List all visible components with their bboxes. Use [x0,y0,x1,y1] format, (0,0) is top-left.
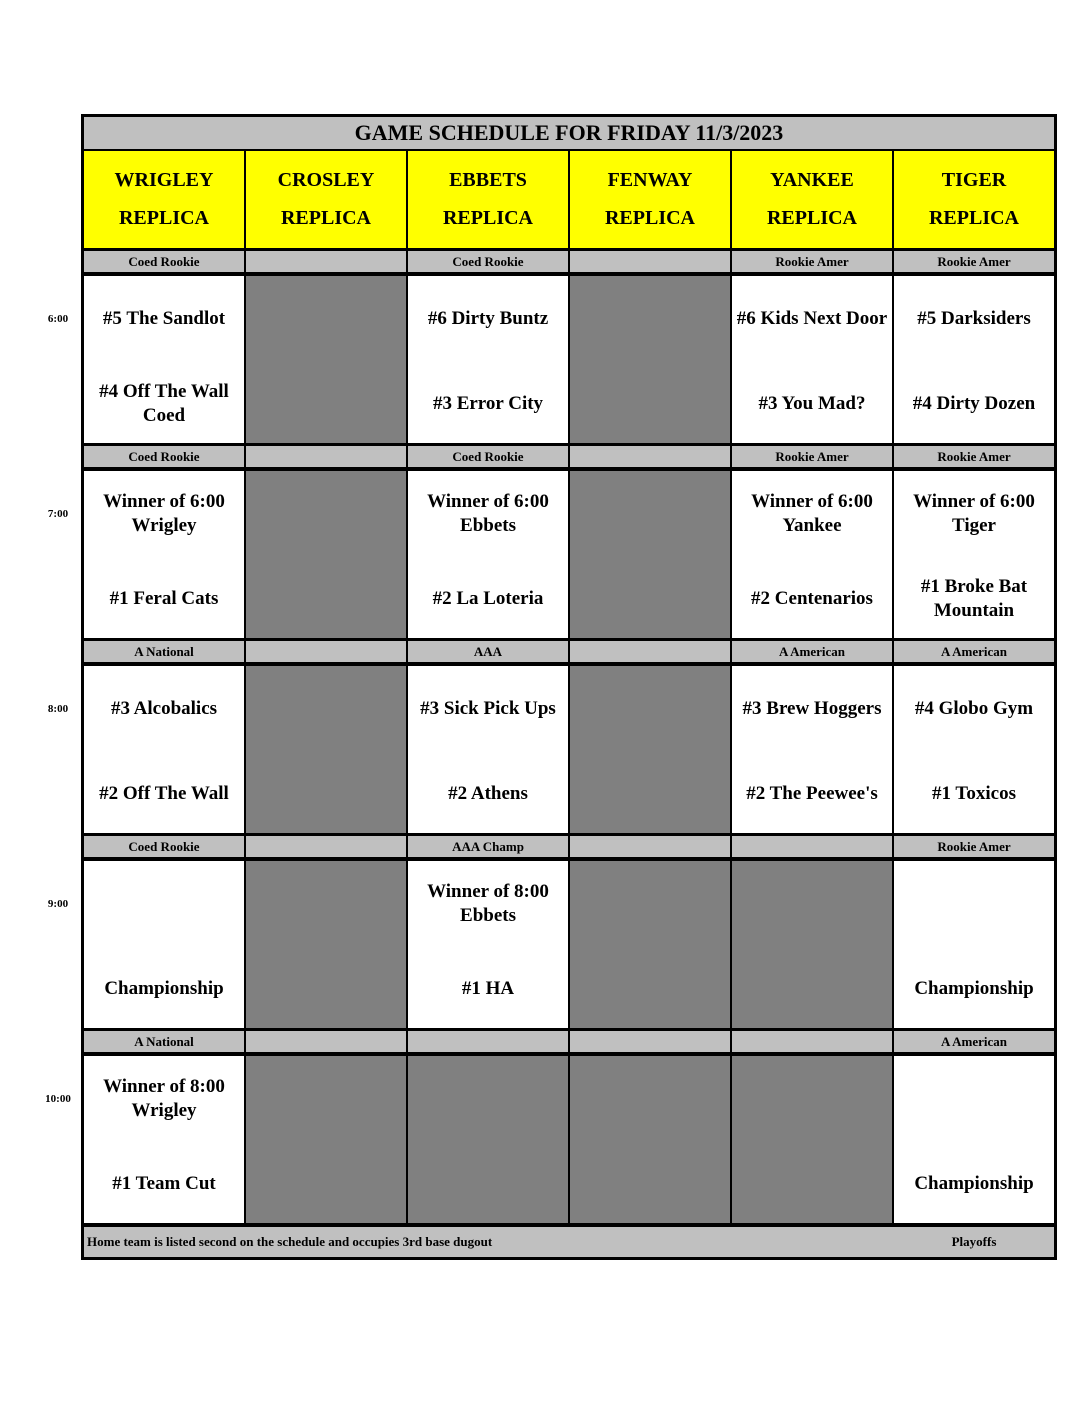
time-label: 9:00 [47,898,69,910]
away-team: #4 Globo Gym [914,698,1034,719]
division-cell [408,1031,568,1052]
division-cell [570,446,730,467]
away-team [894,869,1054,939]
game-cell [732,471,892,638]
game-cell [894,666,1054,833]
division-cell [246,1031,406,1052]
footer-note: Home team is listed second on the schedule and occupies 3rd base dugout [87,1234,493,1249]
away-team [894,1064,1054,1134]
empty-cell [246,861,406,1028]
home-team: #3 You Mad? [758,393,866,414]
division-cell: A American [894,641,1054,662]
empty-cell [570,1056,730,1223]
empty-cell [246,471,406,638]
field-header [732,151,892,248]
away-team: Winner of 8:00 Ebbets [427,881,549,926]
division-cell [246,446,406,467]
away-team: #5 Darksiders [917,308,1031,329]
game-cell [84,471,244,638]
division-cell: AAA [408,641,568,662]
field-header [570,151,730,248]
field-name: EBBETS [449,168,527,191]
game-cell [894,471,1054,638]
division-cell: Coed Rookie [84,251,244,272]
division-cell [570,641,730,662]
away-team: #6 Dirty Buntz [427,308,549,329]
division-cell [732,1031,892,1052]
home-team: #2 Off The Wall [99,783,229,804]
field-header [894,151,1054,248]
home-team: #1 Team Cut [112,1173,216,1194]
game-cell [408,666,568,833]
game-cell [84,276,244,443]
away-team: Winner of 8:00 Wrigley [103,1076,225,1121]
field-subtitle: REPLICA [442,207,533,230]
game-cell [408,861,568,1028]
home-team: #1 Broke Bat Mountain [920,576,1028,621]
away-team: Winner of 6:00 Wrigley [103,491,225,536]
away-team: #3 Brew Hoggers [742,698,882,719]
home-team: #1 Feral Cats [109,588,219,609]
division-cell: A National [84,1031,244,1052]
home-team: #4 Off The Wall Coed [99,381,229,426]
division-cell: AAA Champ [408,836,568,857]
field-subtitle: REPLICA [118,207,209,230]
division-cell [246,641,406,662]
home-team: #1 HA [461,978,515,999]
field-name: FENWAY [607,168,693,191]
field-subtitle: REPLICA [604,207,695,230]
game-cell [732,276,892,443]
empty-cell [570,276,730,443]
field-header [84,151,244,248]
division-cell [570,836,730,857]
away-team: Winner of 6:00 Ebbets [427,491,549,536]
division-cell: Coed Rookie [408,446,568,467]
away-team: #3 Alcobalics [110,698,218,719]
home-team: Championship [914,978,1034,999]
time-label: 10:00 [45,1093,71,1105]
game-cell [894,276,1054,443]
home-team: #2 The Peewee's [746,783,878,804]
away-team: #3 Sick Pick Ups [420,698,556,719]
game-cell [84,666,244,833]
empty-cell [246,666,406,833]
field-subtitle: REPLICA [766,207,857,230]
division-cell: Rookie Amer [732,251,892,272]
empty-cell [732,861,892,1028]
footer-tag: Playoffs [951,1234,997,1249]
home-team: #1 Toxicos [932,783,1016,804]
home-team: Championship [104,978,224,999]
game-cell [408,471,568,638]
field-header [408,151,568,248]
division-cell: Coed Rookie [84,446,244,467]
game-cell [408,276,568,443]
division-cell: Coed Rookie [84,836,244,857]
field-name: YANKEE [770,168,854,191]
division-cell: A American [732,641,892,662]
division-cell: Rookie Amer [894,836,1054,857]
home-team: #2 Athens [448,783,528,804]
footer-row [84,1227,1054,1257]
division-cell: Coed Rookie [408,251,568,272]
game-cell [732,666,892,833]
away-team: #5 The Sandlot [102,308,226,329]
division-cell [570,1031,730,1052]
field-name: WRIGLEY [114,168,214,191]
empty-cell [570,861,730,1028]
home-team: #2 Centenarios [751,588,873,609]
division-cell [246,251,406,272]
away-team [84,869,244,939]
away-team: #6 Kids Next Door [736,308,888,329]
time-label: 8:00 [47,703,69,715]
empty-cell [732,1056,892,1223]
game-cell [84,1056,244,1223]
home-team: Championship [914,1173,1034,1194]
division-cell [570,251,730,272]
field-name: TIGER [941,168,1007,191]
division-cell [246,836,406,857]
home-team: #3 Error City [432,393,544,414]
empty-cell [570,666,730,833]
away-team: Winner of 6:00 Yankee [751,491,873,536]
division-cell: Rookie Amer [894,251,1054,272]
away-team: Winner of 6:00 Tiger [913,491,1035,536]
field-subtitle: REPLICA [928,207,1019,230]
empty-cell [408,1056,568,1223]
empty-cell [570,471,730,638]
field-subtitle: REPLICA [280,207,371,230]
division-cell: Rookie Amer [732,446,892,467]
division-cell: Rookie Amer [894,446,1054,467]
home-team: #4 Dirty Dozen [912,393,1036,414]
division-cell: A American [894,1031,1054,1052]
time-label: 6:00 [47,313,69,325]
game-cell [84,861,244,1028]
game-cell [894,861,1054,1028]
division-cell [732,836,892,857]
empty-cell [246,1056,406,1223]
empty-cell [246,276,406,443]
game-cell [894,1056,1054,1223]
field-header [246,151,406,248]
schedule-title: GAME SCHEDULE FOR FRIDAY 11/3/2023 [84,117,1054,149]
field-name: CROSLEY [277,168,375,191]
division-cell: A National [84,641,244,662]
time-label: 7:00 [47,508,69,520]
home-team: #2 La Loteria [432,588,544,609]
